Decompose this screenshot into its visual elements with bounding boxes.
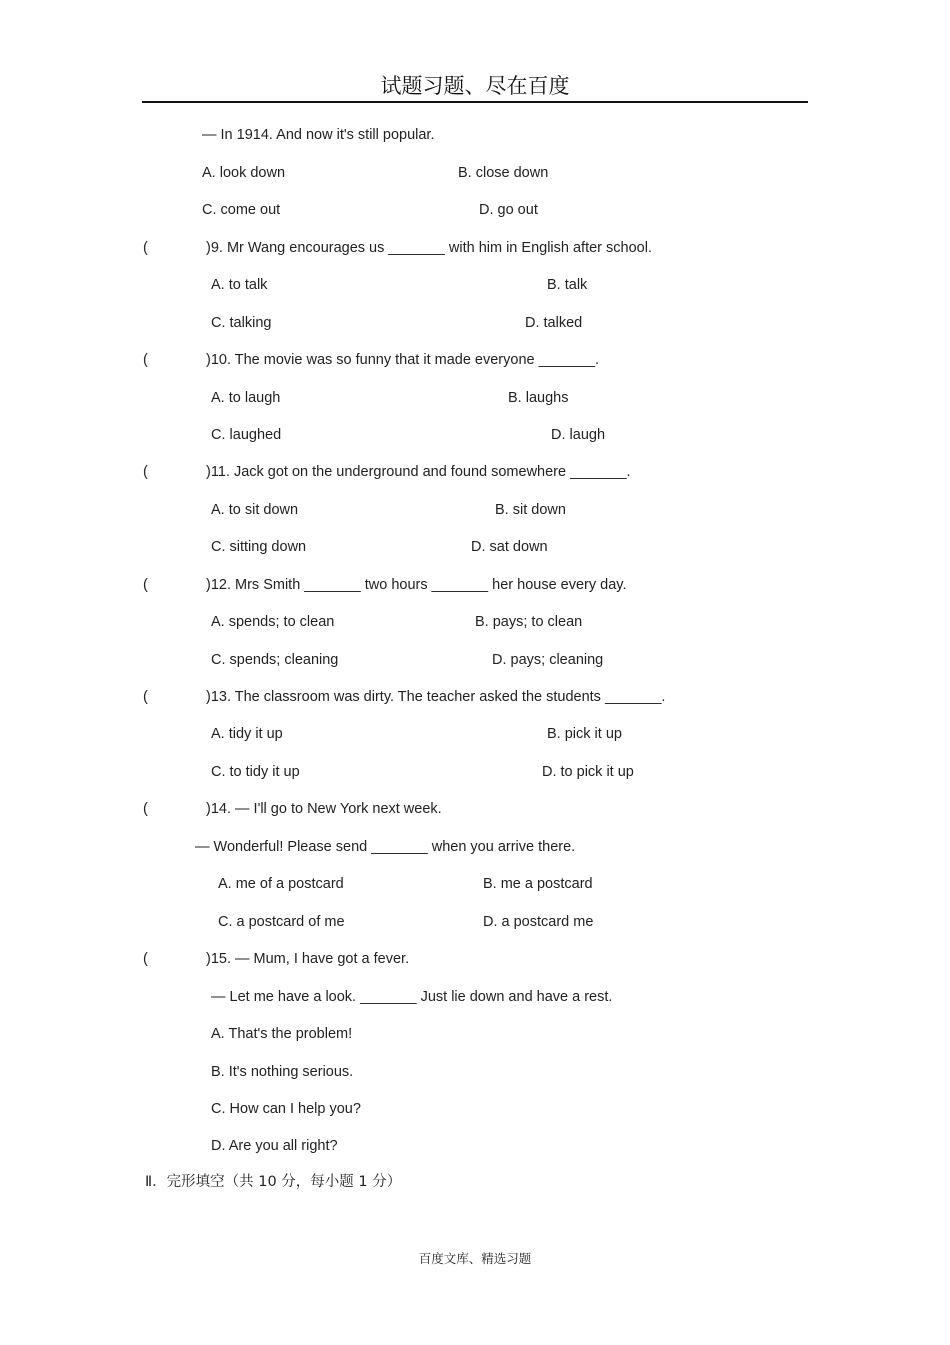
- q14-option-b: B. me a postcard: [483, 876, 593, 892]
- q14-stem: )14. — I'll go to New York next week.: [206, 801, 442, 817]
- q10-answer-paren: (: [143, 352, 148, 368]
- q9-option-c: C. talking: [211, 315, 272, 331]
- q15-stem: )15. — Mum, I have got a fever.: [206, 951, 410, 967]
- q15-option-c: C. How can I help you?: [211, 1101, 361, 1117]
- q10-option-a: A. to laugh: [211, 390, 281, 406]
- q13-option-b: B. pick it up: [547, 726, 622, 742]
- q8-option-c: C. come out: [202, 202, 281, 218]
- q8-option-b: B. close down: [458, 165, 549, 181]
- q9-option-a: A. to talk: [211, 277, 268, 293]
- header-divider: [142, 101, 808, 103]
- q14-option-d: D. a postcard me: [483, 914, 594, 930]
- q9-answer-paren: (: [143, 240, 148, 256]
- q10-option-d: D. laugh: [551, 427, 606, 443]
- q9-option-d: D. talked: [525, 315, 583, 331]
- section-2-heading: Ⅱ．完形填空（共 10 分，每小题 1 分）: [145, 1174, 402, 1190]
- q8-answer-line: — In 1914. And now it's still popular.: [202, 127, 435, 143]
- q13-answer-paren: (: [143, 689, 148, 705]
- q14-option-a: A. me of a postcard: [218, 876, 344, 892]
- q12-option-c: C. spends; cleaning: [211, 652, 339, 668]
- q15-option-d: D. Are you all right?: [211, 1138, 338, 1154]
- q14-dialog-line: — Wonderful! Please send _______ when you arrive there.: [195, 839, 576, 855]
- q8-option-d: D. go out: [479, 202, 538, 218]
- page-footer: 百度文库、精选习题: [418, 1251, 532, 1266]
- q15-option-b: B. It's nothing serious.: [211, 1064, 354, 1080]
- q10-option-c: C. laughed: [211, 427, 282, 443]
- q15-option-a: A. That's the problem!: [211, 1026, 353, 1042]
- q11-option-a: A. to sit down: [211, 502, 299, 518]
- q8-option-a: A. look down: [202, 165, 286, 181]
- q12-stem: )12. Mrs Smith _______ two hours _______ her house every day.: [206, 577, 627, 593]
- q12-option-a: A. spends; to clean: [211, 614, 335, 630]
- q9-option-b: B. talk: [547, 277, 588, 293]
- q11-option-b: B. sit down: [495, 502, 566, 518]
- q15-answer-paren: (: [143, 951, 148, 967]
- q13-option-d: D. to pick it up: [542, 764, 634, 780]
- q15-dialog-line: — Let me have a look. _______ Just lie down and have a rest.: [211, 989, 613, 1005]
- q11-option-d: D. sat down: [471, 539, 548, 555]
- q12-option-b: B. pays; to clean: [475, 614, 583, 630]
- q13-option-c: C. to tidy it up: [211, 764, 300, 780]
- page-header-title: 试题习题、尽在百度: [380, 74, 570, 98]
- q13-option-a: A. tidy it up: [211, 726, 283, 742]
- q14-answer-paren: (: [143, 801, 148, 817]
- q14-option-c: C. a postcard of me: [218, 914, 345, 930]
- q11-answer-paren: (: [143, 464, 148, 480]
- q11-option-c: C. sitting down: [211, 539, 307, 555]
- q10-stem: )10. The movie was so funny that it made everyone _______.: [206, 352, 600, 368]
- q12-option-d: D. pays; cleaning: [492, 652, 604, 668]
- q9-stem: )9. Mr Wang encourages us _______ with him in English after school.: [206, 240, 652, 256]
- q11-stem: )11. Jack got on the underground and found somewhere _______.: [206, 464, 631, 480]
- q12-answer-paren: (: [143, 577, 148, 593]
- q13-stem: )13. The classroom was dirty. The teacher asked the students _______.: [206, 689, 666, 705]
- q10-option-b: B. laughs: [508, 390, 569, 406]
